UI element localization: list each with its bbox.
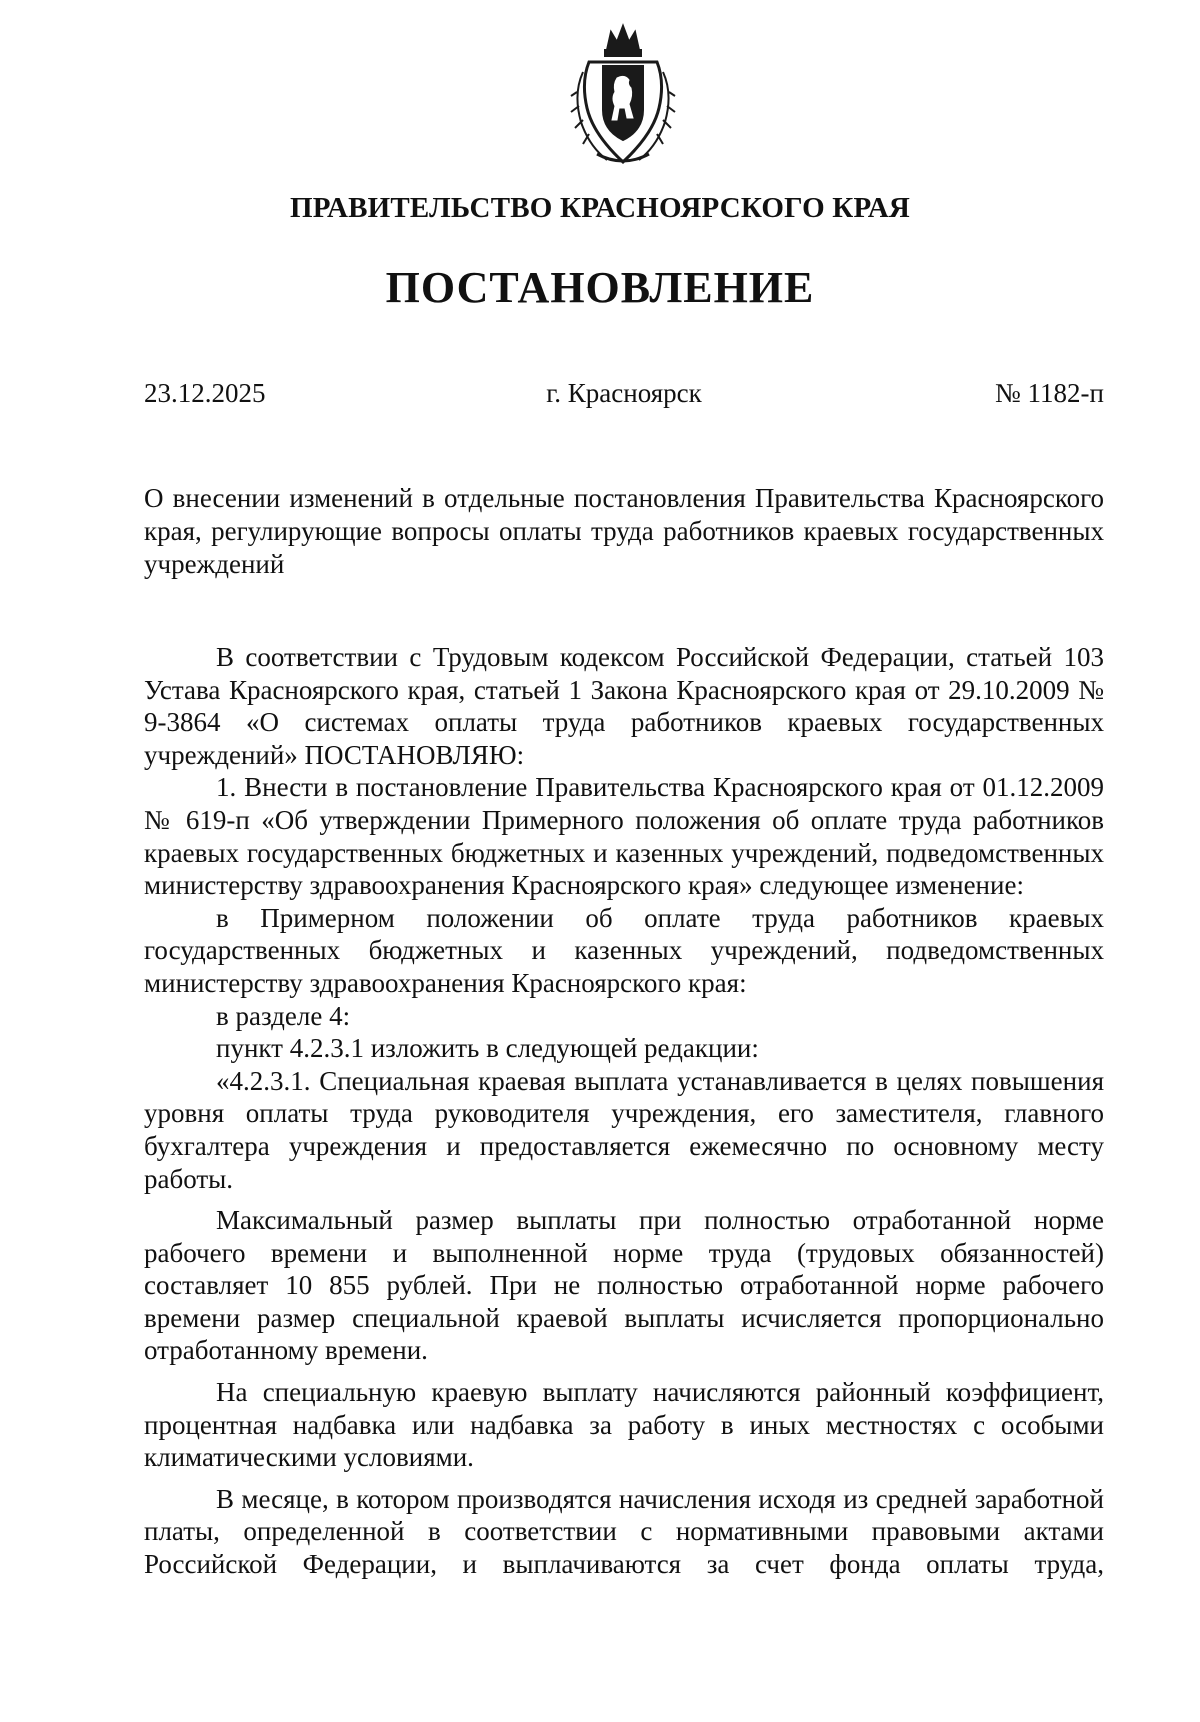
paragraph: «4.2.3.1. Специальная краевая выплата устанавливается в целях повышения уровня оплаты труда руководителя учреждения, его заместителя, главного бухгалтера учреждения и предоставляется ежемесячно по основному месту работы.: [144, 1065, 1104, 1194]
paragraph: в разделе 4:: [216, 1000, 351, 1031]
paragraph: На специальную краевую выплату начисляются районный коэффициент, процентная надбавка или надбавка за работу в иных местностях с особыми климатическими условиями.: [144, 1377, 1104, 1473]
paragraph: 1. Внести в постановление Правительства Красноярского края от 01.12.2009 № 619-п «Об утверждении Примерного положения об оплате труда работников краевых государственных бюджетных и казенных учреждений, подведомственных министерству здравоохранения Красноярского края» следующее изменение:: [144, 772, 1104, 901]
document-body: [144, 641, 1104, 1581]
paragraph: в Примерном положении об оплате труда работников краевых государственных бюджетных и казенных учреждений, подведомственных министерству здравоохранения Красноярского края:: [144, 902, 1104, 998]
paragraph: Максимальный размер выплаты при полностью отработанной норме рабочего времени и выполненной норме труда (трудовых обязанностей) составляет 10 855 рублей. При не полностью отработанной норме рабочего времени размер специальной краевой выплаты исчисляется пропорционально отработанному времени.: [144, 1205, 1104, 1366]
document-date: 23.12.2025: [144, 378, 266, 408]
document-city: г. Красноярск: [546, 378, 702, 408]
document-kind-title: ПОСТАНОВЛЕНИЕ: [385, 263, 815, 312]
paragraph: В месяце, в котором производятся начисления исходя из средней заработной платы, определенной в соответствии с нормативными правовыми актами Российской Федерации, и выплачиваются за счет фонда оплаты труда,: [144, 1483, 1104, 1580]
document-meta: [144, 378, 1104, 414]
organization-title: ПРАВИТЕЛЬСТВО КРАСНОЯРСКОГО КРАЯ: [289, 192, 911, 224]
coat-of-arms-icon: [567, 22, 679, 170]
paragraph: пункт 4.2.3.1 изложить в следующей редакции:: [216, 1033, 759, 1064]
document-subject: О внесении изменений в отдельные постановления Правительства Красноярского края, регулирующие вопросы оплаты труда работников краевых государственных учреждений: [144, 483, 1104, 579]
paragraph: В соответствии с Трудовым кодексом Российской Федерации, статьей 103 Устава Красноярского края, статьей 1 Закона Красноярского края от 29.10.2009 № 9-3864 «О системах оплаты труда работников краевых государственных учреждений» ПОСТАНОВЛЯЮ:: [144, 642, 1104, 770]
document-number: № 1182-п: [995, 378, 1104, 408]
